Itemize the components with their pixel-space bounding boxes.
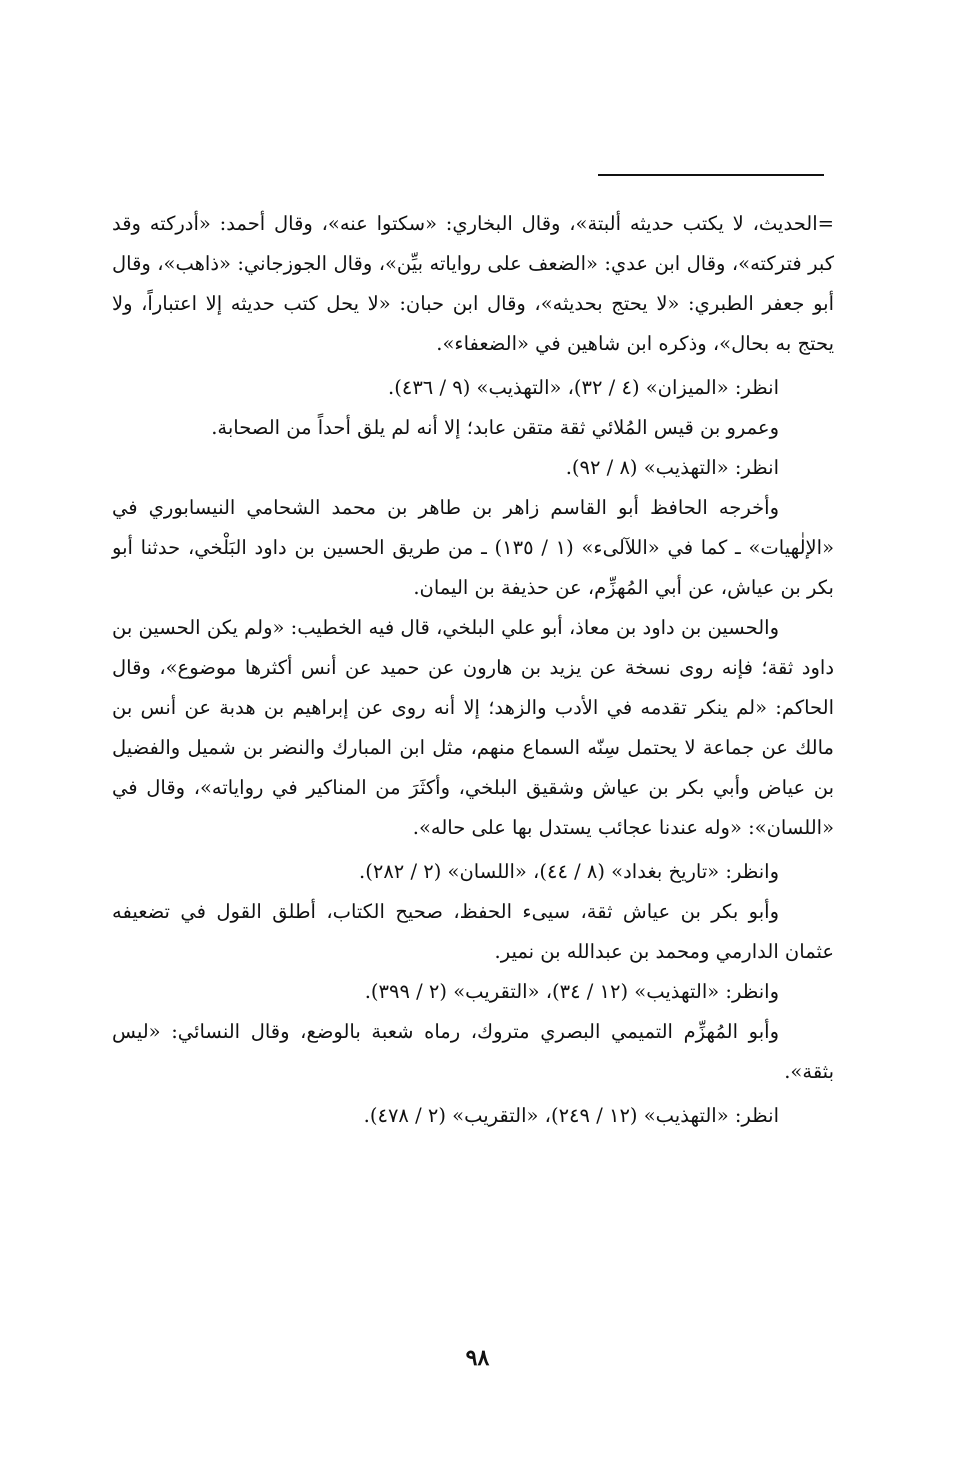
paragraph-reference: وانظر: «تاريخ بغداد» (٨ / ٤٤)، «اللسان» (٢ / ٢٨٢). — [359, 860, 779, 883]
paragraph-reference: انظر: «التهذيب» (٨ / ٩٢). — [565, 456, 779, 479]
paragraph-reference: انظر: «التهذيب» (١٢ / ٢٤٩)، «التقريب» (٢ / ٤٧٨). — [363, 1104, 779, 1127]
footnote-text-block — [112, 204, 834, 1136]
page-number: ٩٨ — [465, 1345, 490, 1371]
paragraph-reference: وانظر: «التهذيب» (١٢ / ٣٤)، «التقريب» (٢ / ٣٩٩). — [364, 980, 779, 1003]
paragraph-narrator-note: وأبو المُهزِّم التميمي البصري متروك، رماه شعبة بالوضع، وقال النسائي: «ليس بثقة». — [112, 1020, 834, 1083]
paragraph-narrator-note: والحسين بن داود بن معاذ، أبو علي البلخي، قال فيه الخطيب: «ولم يكن الحسين بن داود ثقة؛ فإنه روى نسخة عن يزيد بن هارون عن حميد عن أنس أكثرها موضوع»، وقال الحاكم: «لم ينكر تقدمه في الأدب والزهد؛ إلا أنه روى عن إبراهيم بن هدبة عن أنس بن مالك عن جماعة لا يحتمل سِنّه السماع منهم، مثل ابن المبارك والنضر بن شميل والفضيل بن عياض وأبي بكر بن عياش وشقيق البلخي، وأكثَرَ من المناكير في رواياته»، وقال في «اللسان»: «وله عندنا عجائب يستدل بها على حاله». — [112, 616, 834, 839]
paragraph-narration-chain: وأخرجه الحافظ أبو القاسم زاهر بن طاهر بن محمد الشحامي النيسابوري في «الإلٰهيات» ـ كما في «اللآلىء» (١ / ١٣٥) ـ من طريق الحسين بن داود البَلْخي، حدثنا أبو بكر بن عياش، عن أبي المُهزِّم، عن حذيفة بن اليمان. — [112, 496, 835, 599]
paragraph-narrator-note: وعمرو بن قيس المُلائي ثقة متقن عابد؛ إلا أنه لم يلق أحداً من الصحابة. — [211, 416, 779, 439]
footnote-separator-line — [598, 174, 824, 176]
paragraph-narrator-note: وأبو بكر بن عياش ثقة، سيىء الحفظ، صحيح الكتاب، أطلق القول في تضعيفه عثمان الدارمي ومحمد بن عبدالله بن نمير. — [112, 900, 834, 963]
paragraph-continuation: =الحديث، لا يكتب حديثه ألبتة»، وقال البخاري: «سكتوا عنه»، وقال أحمد: «أدركته وقد كبر فتركته»، وقال ابن عدي: «الضعف على رواياته بيِّن»، وقال الجوزجاني: «ذاهب»، وقال أبو جعفر الطبري: «لا يحتج بحديثه»، وقال ابن حبان: «لا يحل كتب حديثه إلا اعتباراً، ولا يحتج به بحال»، وذكره ابن شاهين في «الضعفاء». — [112, 212, 834, 355]
paragraph-reference: انظر: «الميزان» (٤ / ٣٢)، «التهذيب» (٩ / ٤٣٦). — [388, 376, 779, 399]
